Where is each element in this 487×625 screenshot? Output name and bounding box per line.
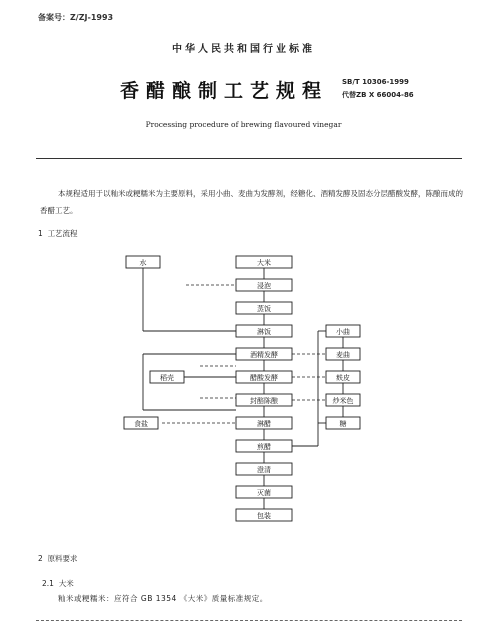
main-step-5 — [236, 371, 292, 383]
input-salt — [124, 417, 236, 429]
section-title: 工艺流程 — [47, 229, 78, 238]
subsection-2-1-text: 籼米或粳糯米：应符合 GB 1354 《大米》质量标准规定。 — [58, 594, 268, 603]
branch-label: 小曲 — [336, 328, 350, 336]
input-label: 稻壳 — [160, 374, 174, 382]
right-branch-0 — [326, 325, 360, 337]
document-title: 香醋酿制工艺规程 — [120, 80, 329, 102]
main-step-1 — [236, 279, 292, 291]
intro-paragraph: 本规程适用于以籼米或粳糯米为主要原料，采用小曲、麦曲为发酵剂，经糖化、酒精发酵及固态分层醋酸发酵，陈酿而成的香醋工艺。 — [40, 189, 463, 215]
right-branch-2 — [326, 371, 360, 383]
standard-organization: 中华人民共和国行业标准 — [172, 44, 315, 55]
main-step-label: 包装 — [257, 512, 271, 520]
main-step-label: 澄清 — [257, 466, 271, 474]
subsection-number: 2.1 — [42, 579, 54, 588]
section-2-heading — [38, 553, 78, 564]
branch-label: 麸皮 — [336, 374, 350, 382]
main-step-6 — [236, 394, 292, 406]
input-water — [126, 256, 236, 331]
main-step-label: 蒸饭 — [257, 305, 271, 313]
main-step-label: 醋酸发酵 — [250, 374, 278, 382]
section-number: 2 — [38, 554, 43, 563]
english-title: Processing procedure of brewing flavoured vinegar — [145, 120, 342, 129]
branch-label: 麦曲 — [336, 351, 350, 359]
main-step-label: 煎醋 — [257, 443, 271, 451]
main-step-2 — [236, 302, 292, 314]
main-step-label: 淋饭 — [257, 328, 271, 336]
input-husk — [143, 354, 236, 410]
filing-number: 备案号：Z/ZJ-1993 — [38, 13, 114, 22]
subsection-title: 大米 — [58, 579, 74, 588]
branch-label: 炒米色 — [332, 397, 354, 405]
main-step-9 — [236, 463, 292, 475]
right-branch-3 — [326, 394, 360, 406]
main-step-11 — [236, 509, 292, 521]
main-step-label: 封醅陈酿 — [250, 397, 278, 405]
section-title: 原料要求 — [47, 554, 78, 563]
main-step-10 — [236, 486, 292, 498]
right-branch-4 — [326, 417, 360, 429]
section-number: 1 — [38, 229, 43, 238]
branch-label: 糖 — [339, 420, 347, 428]
main-step-label: 浸泡 — [257, 282, 271, 290]
main-step-label: 淋醋 — [257, 420, 271, 428]
input-label: 食盐 — [134, 420, 148, 428]
input-label: 水 — [139, 259, 147, 267]
replaces-standard: 代替ZB X 66004-86 — [342, 91, 414, 99]
right-branch-1 — [326, 348, 360, 360]
main-step-label: 灭菌 — [257, 489, 271, 497]
main-step-label: 酒精发酵 — [250, 351, 278, 359]
main-step-8 — [236, 440, 292, 452]
subsection-2-1-heading — [42, 578, 74, 589]
footer-rule — [36, 620, 462, 621]
standard-code: SB/T 10306-1999 — [342, 78, 409, 86]
main-step-7 — [236, 417, 292, 429]
main-step-3 — [236, 325, 292, 337]
main-step-0 — [236, 256, 292, 268]
main-step-label: 大米 — [257, 259, 271, 267]
main-step-4 — [236, 348, 292, 360]
